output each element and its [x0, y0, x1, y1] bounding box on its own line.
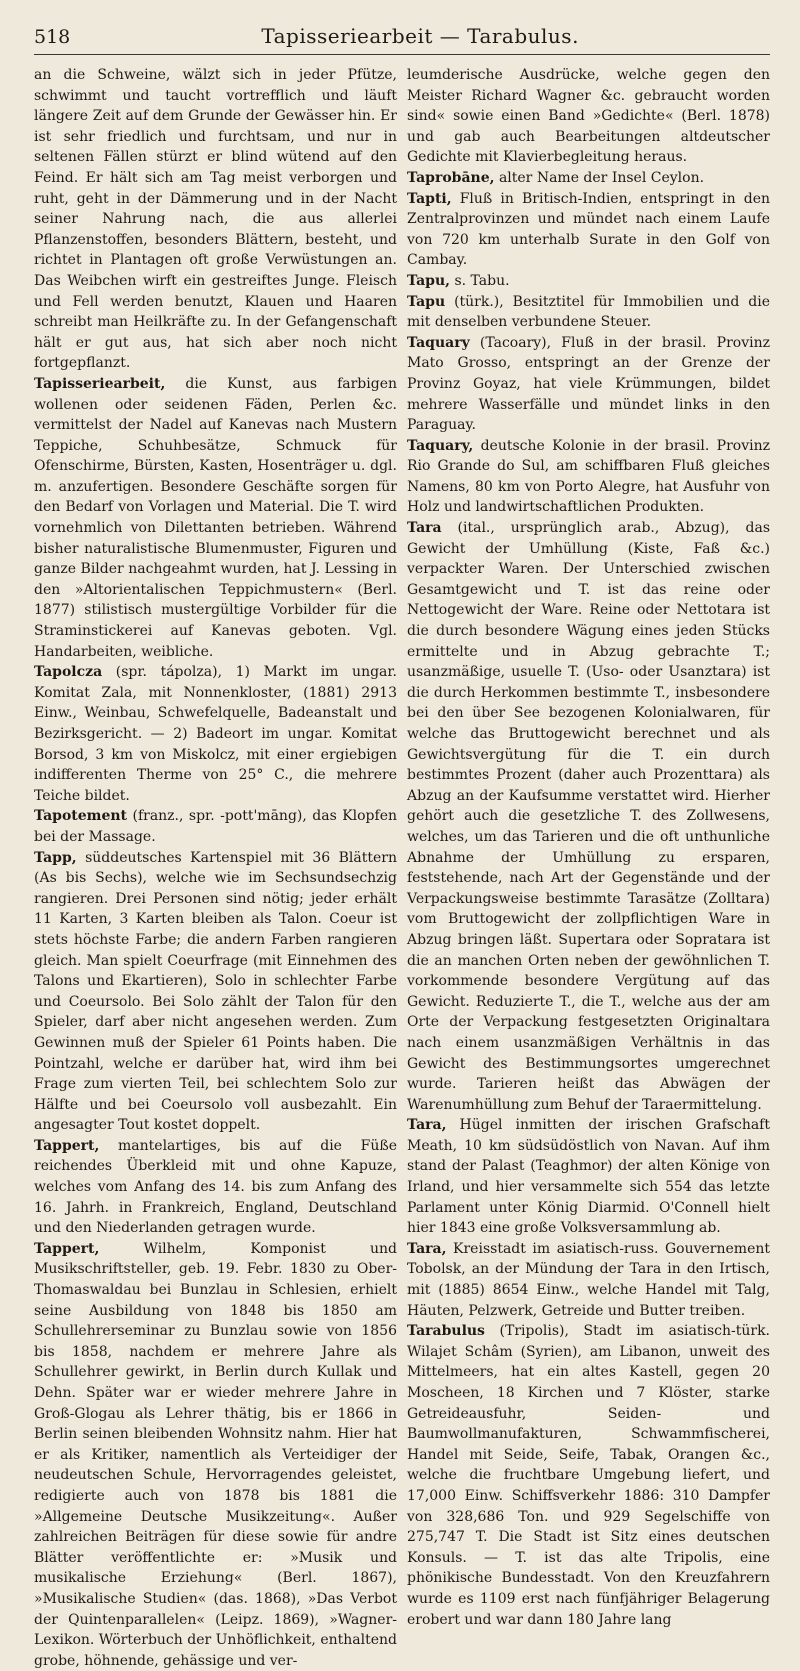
dictionary-entry	[407, 518, 770, 1115]
entry-text: (türk.), Besitztitel für Immobilien und die mit denselben verbundene Steuer.	[407, 293, 770, 331]
dictionary-entry	[407, 1115, 770, 1239]
entry-headword: Tarabulus	[407, 1323, 485, 1340]
dictionary-entry	[407, 168, 770, 189]
dictionary-entry	[34, 662, 397, 806]
dictionary-entry	[34, 806, 397, 847]
entry-text: süddeutsches Kartenspiel mit 36 Blättern (As bis Sechs), welche wie im Sechsundsechzig rangieren. Drei Personen sind nötig; jeder erhält 11 Karten, 3 Karten bleiben als Talon. Coeur ist stets höchste Farbe; die andern Farben rangieren gleich. Man spielt Coeurfrage (mit Einnehmen des Talons und Ekartieren), Solo in schlechter Farbe und Coeursolo. Bei Solo zählt der Talon für den Spieler, darf aber nicht angesehen werden. Zum Gewinnen muß der Spieler 61 Points haben. Die Pointzahl, welche er darüber hat, wird ihm bei Frage zum vierten Teil, bei schlechtem Solo zur Hälfte und bei Coeursolo voll ausbezahlt. Ein angesagter Tout kostet doppelt.	[34, 849, 398, 1134]
page-header	[34, 24, 770, 55]
dictionary-entry	[34, 374, 397, 662]
entry-text: (ital., ursprünglich arab., Abzug), das Gewicht der Umhüllung (Kiste, Faß &c.) verpackter Waren. Der Unterschied zwischen Gesamtgewicht und T. ist das reine oder Nettogewicht der Ware. Reine oder Nettotara ist die durch besondere Wägung eines jeden Stücks ermittelte und in Abzug gebrachte T.; usanzmäßige, usuelle T. (Uso- oder Usanztara) ist die durch Herkommen bestimmte T., insbesondere bei den über See bezogenen Kolonialwaren, für welche das Bruttogewicht berechnet und als Gewichtsvergütung für die T. ein durch bestimmtes Prozent (daher auch Prozenttara) als Abzug an der Kaufsumme verstattet wird. Hierher gehört auch die gesetzliche T. des Zollwesens, welches, um das Tarieren und die oft unthunliche Abnahme der Umhüllung zu ersparen, feststehende, nach Art der Gegenstände und der Verpackungsweise bestimmte Tarasätze (Zolltara) vom Bruttogewicht der zollpflichtigen Ware in Abzug bringen läßt. Supertara oder Sopratara ist die an manchen Orten neben der gewöhnlichen T. vorkommende besondere Vergütung auf das Gewicht. Reduzierte T., die T., welche aus der am Orte der Verpackung festgesetzten Originaltara nach einem usanzmäßigen Verhältnis in das Gewicht des Bestimmungsortes umgerechnet wurde. Tarieren heißt das Abwägen der Warenumhüllung zum Behuf der Taraermittelung.	[407, 520, 770, 1113]
entry-headword: Tara,	[407, 1117, 447, 1134]
right-column	[407, 65, 770, 1671]
entry-headword: Tapisseriearbeit,	[34, 375, 166, 392]
entry-headword: Tapotement	[34, 808, 128, 825]
dictionary-entry	[34, 1239, 397, 1671]
entry-text: die Kunst, aus farbigen wollenen oder seidenen Fäden, Perlen &c. vermittelst der Nadel auf Kanevas nach Mustern Teppiche, Schuhbesätze, Schmuck für Ofenschirme, Bürsten, Kasten, Hosenträger u. dgl. m. anzufertigen. Besondere Geschäfte sorgen für den Bedarf von Vorlagen und Material. Die T. wird vornehmlich von Dilettanten betrieben. Während bisher naturalistische Blumenmuster, Figuren und ganze Bilder nachgeahmt wurden, hat J. Lessing in den »Altorientalischen Teppichmustern« (Berl. 1877) stilistisch mustergültige Vorbilder für die Straminstickerei auf Kanevas geboten. Vgl. Handarbeiten, weibliche.	[34, 375, 398, 660]
entry-text: leumderische Ausdrücke, welche gegen den Meister Richard Wagner &c. gebraucht worden sind« sowie einen Band »Gedichte« (Berl. 1878) und gab auch Bearbeitungen altdeutscher Gedichte mit Klavierbegleitung heraus.	[407, 67, 770, 166]
entry-headword: Tapp,	[34, 849, 77, 866]
dictionary-entry	[407, 292, 770, 333]
entry-headword: Taquary	[407, 334, 470, 351]
entry-headword: Tappert,	[34, 1137, 100, 1154]
entry-text: (spr. tápolza), 1) Markt im ungar. Komitat Zala, mit Nonnenkloster, (1881) 2913 Einw., Weinbau, Schwefelquelle, Badeanstalt und Bezirksgericht. — 2) Badeort im ungar. Komitat Borsod, 3 km von Miskolcz, mit einer ergiebigen indifferenten Therme von 25° C., die mehrere Teiche bildet.	[34, 664, 397, 804]
entry-text: Kreisstadt im asiatisch-russ. Gouvernement Tobolsk, an der Mündung der Tara in den Irtisch, mit (1885) 8654 Einw., welche Handel mit Talg, Häuten, Pelzwerk, Getreide und Butter treiben.	[407, 1240, 771, 1319]
entry-headword: Tapu,	[407, 272, 450, 289]
entry-headword: Taprobāne,	[407, 169, 495, 186]
page-number: 518	[34, 26, 71, 48]
entry-text: (franz., spr. -pott'māng), das Klopfen bei der Massage.	[34, 808, 397, 845]
dictionary-entry	[34, 848, 397, 1136]
entry-text: Wilhelm, Komponist und Musikschriftsteller, geb. 19. Febr. 1830 zu Ober-Thomaswaldau bei Bunzlau in Schlesien, erhielt seine Ausbildung von 1848 bis 1850 am Schullehrerseminar zu Bunzlau sowie von 1856 bis 1858, nachdem er mehrere Jahre als Schullehrer gewirkt, in Berlin durch Kullak und Dehn. Später war er wieder mehrere Jahre in Groß-Glogau als Lehrer thätig, bis er 1866 in Berlin seinen bleibenden Wohnsitz nahm. Hier hat er als Kritiker, namentlich als Verteidiger der neudeutschen Schule, Hervorragendes geleistet, redigierte auch von 1878 bis 1881 die »Allgemeine Deutsche Musikzeitung«. Außer zahlreichen Beiträgen für diese sowie für andre Blätter veröffentlichte er: »Musik und musikalische Erziehung« (Berl. 1867), »Musikalische Studien« (das. 1868), »Das Verbot der Quintenparallelen« (Leipz. 1869), »Wagner-Lexikon. Wörterbuch der Unhöflichkeit, enthaltend grobe, höhnende, gehässige und ver-	[34, 1240, 397, 1669]
dictionary-entry	[34, 65, 397, 374]
entry-headword: Tapti,	[407, 190, 452, 207]
entry-text: an die Schweine, wälzt sich in jeder Pfütze, schwimmt und taucht vortrefflich und läuft längere Zeit auf dem Grunde der Gewässer hin. Er ist sehr friedlich und furchtsam, und nur in seltenen Fällen stürzt er blind wütend auf den Feind. Er hält sich am Tag meist verborgen und ruht, geht in der Dämmerung und in der Nacht seiner Nahrung nach, die aus allerlei Pflanzenstoffen, besonders Blättern, besteht, und richtet in Plantagen oft große Verwüstungen an. Das Weibchen wirft ein gestreiftes Junge. Fleisch und Fell werden benutzt, Klauen und Haaren schreibt man Heilkräfte zu. In der Gefangenschaft hält er gut aus, hat sich aber noch nicht fortgepflanzt.	[34, 67, 397, 372]
entry-headword: Taquary,	[407, 437, 474, 454]
left-column	[34, 65, 397, 1671]
entry-text: s. Tabu.	[454, 272, 510, 289]
entry-text: (Tripolis), Stadt im asiatisch-türk. Wilajet Schâm (Syrien), am Libanon, unweit des Mittelmeers, hat ein altes Kastell, gegen 20 Moscheen, 18 Kirchen und 7 Klöster, starke Getreideausfuhr, Seiden- und Baumwollmanufakturen, Schwammfischerei, Handel mit Seide, Seife, Tabak, Orangen &c., welche die fruchtbare Umgebung liefert, und 17,000 Einw. Schiffsverkehr 1886: 310 Dampfer von 328,686 Ton. und 929 Segelschiffe von 275,747 T. Die Stadt ist Sitz eines deutschen Konsuls. — T. ist das alte Tripolis, eine phönikische Bundesstadt. Von den Kreuzfahrern wurde es 1109 erst nach fünfjähriger Belagerung erobert und war dann 180 Jahre lang	[407, 1323, 770, 1628]
dictionary-entry	[34, 1136, 397, 1239]
entry-text: mantelartiges, bis auf die Füße reichendes Überkleid mit und ohne Kapuze, welches vom Anfang des 14. bis zum Anfang des 16. Jahrh. in Frankreich, England, Deutschland und den Niederlanden getragen wurde.	[34, 1137, 397, 1237]
entry-text: Hügel inmitten der irischen Grafschaft Meath, 10 km südsüdöstlich von Navan. Auf ihm stand der Palast (Teaghmor) der alten Könige von Irland, und hier versammelte sich 554 das letzte Parlament unter König Diarmid. O'Connell hielt hier 1843 eine große Volksversammlung ab.	[407, 1117, 770, 1237]
entry-headword: Tara,	[407, 1240, 447, 1257]
entry-headword: Tappert,	[34, 1240, 100, 1257]
entry-headword: Tara	[407, 520, 442, 537]
entry-text: alter Name der Insel Ceylon.	[498, 169, 705, 186]
entry-text: (Tacoary), Fluß in der brasil. Provinz Mato Grosso, entspringt an der Grenze der Provinz Goyaz, hat viele Krümmungen, bildet mehrere Wasserfälle und mündet links in den Paraguay.	[407, 334, 770, 434]
text-columns	[34, 65, 770, 1671]
dictionary-entry	[407, 65, 770, 168]
dictionary-entry	[407, 1321, 770, 1630]
dictionary-entry	[407, 436, 770, 518]
dictionary-entry	[407, 1239, 770, 1321]
dictionary-entry	[407, 189, 770, 271]
entry-headword: Tapolcza	[34, 664, 103, 681]
running-title: Tapisseriearbeit — Tarabulus.	[261, 24, 579, 48]
entry-text: Fluß in Britisch-Indien, entspringt in den Zentralprovinzen und mündet nach einem Laufe von 720 km unterhalb Surate in den Golf von Cambay.	[407, 190, 770, 269]
entry-text: deutsche Kolonie in der brasil. Provinz Rio Grande do Sul, am schiffbaren Fluß gleiches Namens, 80 km von Porto Alegre, hat Ausfuhr von Holz und landwirtschaftlichen Produkten.	[407, 437, 771, 516]
dictionary-entry	[407, 271, 770, 292]
entry-headword: Tapu	[407, 293, 446, 310]
dictionary-entry	[407, 333, 770, 436]
